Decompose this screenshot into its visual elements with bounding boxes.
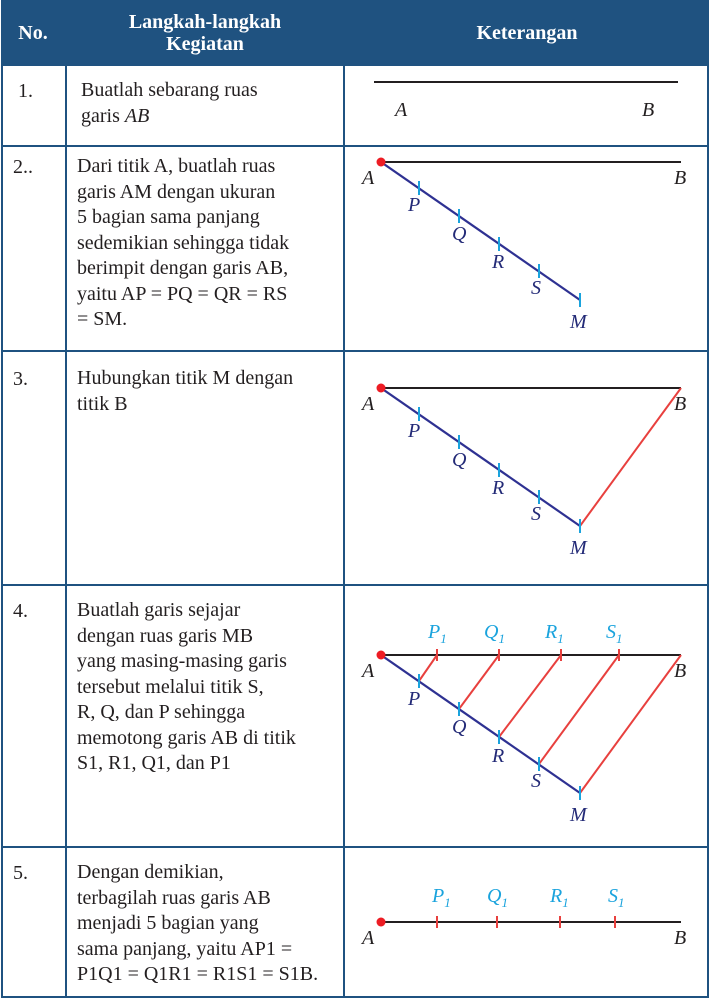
label-r: R — [492, 251, 505, 273]
step-text: Buatlah garis sejajar dengan ruas garis MB yang masing-masing garis tersebut melalui titik S, R, Q, dan P sehingga memotong garis AB di titik S1, R1, Q1, dan P1 — [77, 599, 296, 774]
label-r1: $R_1$ — [550, 885, 569, 910]
step-text: Buatlah sebarang ruas garis AB — [81, 79, 258, 127]
point-a — [377, 651, 386, 660]
point-a — [377, 158, 386, 167]
label-q: Q — [452, 716, 467, 738]
label-p1: $P_1$ — [428, 621, 447, 646]
label-a: A — [362, 393, 375, 415]
label-b: B — [674, 393, 687, 415]
step-text: Dari titik A, buatlah ruas garis AM dengan ukuran 5 bagian sama panjang sedemikian sehingga tidak berimpit dengan garis AB, yaitu AP = PQ = QR = RS = SM. — [77, 155, 290, 330]
label-r: R — [492, 745, 505, 767]
row-number: 4. — [13, 600, 28, 622]
label-b: B — [674, 660, 687, 682]
label-s: S — [531, 503, 541, 525]
label-q1: $Q_1$ — [484, 621, 505, 646]
header-steps-line2: Kegiatan — [166, 33, 244, 55]
label-m: M — [570, 537, 587, 559]
point-a — [377, 384, 386, 393]
label-s1: $S_1$ — [606, 621, 623, 646]
label-r1: $R_1$ — [545, 621, 564, 646]
step-text: Hubungkan titik M dengan titik B — [77, 367, 294, 415]
label-b: B — [674, 927, 687, 949]
label-m: M — [570, 311, 587, 333]
label-p1: $P_1$ — [432, 885, 451, 910]
label-s: S — [531, 277, 541, 299]
row-number: 1. — [18, 80, 33, 102]
label-a: A — [362, 927, 375, 949]
ticks — [419, 407, 580, 533]
label-a: A — [362, 167, 375, 189]
row-number: 2.. — [13, 156, 33, 178]
label-p: P — [408, 688, 421, 710]
label-a: A — [362, 660, 375, 682]
ticks — [419, 674, 580, 800]
label-q1: $Q_1$ — [487, 885, 508, 910]
label-a: A — [395, 99, 408, 121]
ticks — [419, 181, 580, 307]
label-s: S — [531, 770, 541, 792]
label-p: P — [408, 194, 421, 216]
segment-am — [381, 655, 580, 793]
header-steps-line1: Langkah-langkah — [128, 11, 282, 33]
label-p: P — [408, 420, 421, 442]
segment-am — [381, 162, 580, 300]
row-number: 3. — [13, 368, 28, 390]
label-q: Q — [452, 449, 467, 471]
segment-am — [381, 388, 580, 526]
row-number: 5. — [13, 862, 28, 884]
segment-mb — [580, 388, 681, 526]
label-b: B — [642, 99, 655, 121]
step-text: Dengan demikian, terbagilah ruas garis AB menjadi 5 bagian yang sama panjang, yaitu AP1 = P1Q1 = Q1R1 = R1S1 = S1B. — [77, 861, 319, 985]
label-r: R — [492, 477, 505, 499]
header-desc: Keterangan — [345, 0, 709, 66]
label-s1: $S_1$ — [608, 885, 625, 910]
label-q: Q — [452, 223, 467, 245]
point-a — [377, 918, 386, 927]
label-m: M — [570, 804, 587, 826]
label-b: B — [674, 167, 687, 189]
header-no: No. — [1, 0, 65, 66]
